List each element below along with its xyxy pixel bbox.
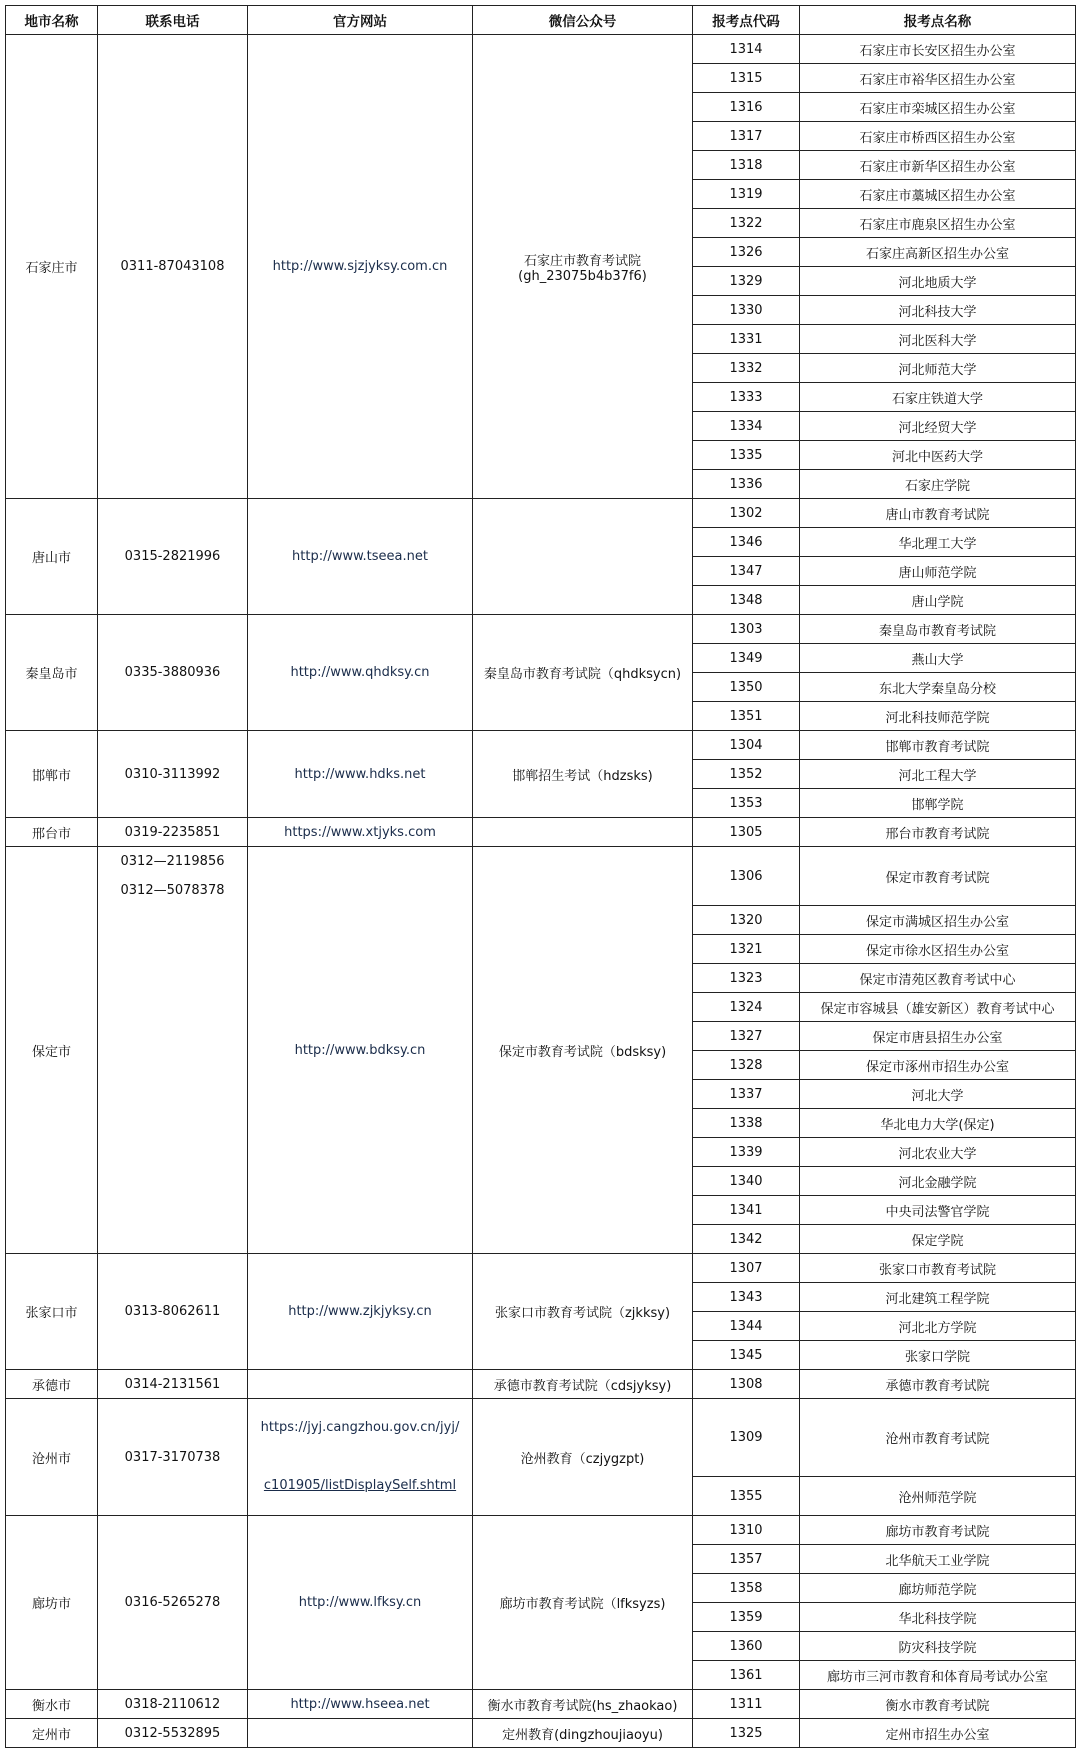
website-cell[interactable]: http://www.tseea.net <box>248 499 473 615</box>
site-code: 1316 <box>693 93 800 122</box>
site-name: 中央司法警官学院 <box>800 1196 1076 1225</box>
site-code: 1322 <box>693 209 800 238</box>
city-cell: 唐山市 <box>6 499 98 615</box>
header-city: 地市名称 <box>6 6 98 35</box>
site-code: 1345 <box>693 1341 800 1370</box>
wechat-cell: 邯郸招生考试（hdzsks) <box>473 731 693 818</box>
site-code: 1352 <box>693 760 800 789</box>
phone-cell: 0317-3170738 <box>98 1399 248 1516</box>
site-code: 1332 <box>693 354 800 383</box>
site-code: 1344 <box>693 1312 800 1341</box>
table-row <box>6 818 1076 847</box>
site-name: 廊坊师范学院 <box>800 1574 1076 1603</box>
site-code: 1342 <box>693 1225 800 1254</box>
site-code: 1306 <box>693 847 800 906</box>
site-code: 1327 <box>693 1022 800 1051</box>
table-row <box>6 615 1076 644</box>
site-code: 1330 <box>693 296 800 325</box>
site-name: 邯郸学院 <box>800 789 1076 818</box>
website-cell[interactable]: http://www.lfksy.cn <box>248 1516 473 1690</box>
wechat-cell <box>473 818 693 847</box>
site-name: 保定市唐县招生办公室 <box>800 1022 1076 1051</box>
site-code: 1328 <box>693 1051 800 1080</box>
wechat-cell: 秦皇岛市教育考试院（qhdksycn) <box>473 615 693 731</box>
site-name: 承德市教育考试院 <box>800 1370 1076 1399</box>
site-name: 燕山大学 <box>800 644 1076 673</box>
site-name: 河北科技大学 <box>800 296 1076 325</box>
site-code: 1321 <box>693 935 800 964</box>
phone-cell: 0319-2235851 <box>98 818 248 847</box>
table-row <box>6 1516 1076 1545</box>
site-code: 1353 <box>693 789 800 818</box>
city-cell: 沧州市 <box>6 1399 98 1516</box>
site-code: 1341 <box>693 1196 800 1225</box>
site-code: 1355 <box>693 1477 800 1516</box>
site-code: 1331 <box>693 325 800 354</box>
site-name: 廊坊市教育考试院 <box>800 1516 1076 1545</box>
city-cell: 廊坊市 <box>6 1516 98 1690</box>
table-row <box>6 1370 1076 1399</box>
site-name: 华北理工大学 <box>800 528 1076 557</box>
site-name: 保定市涿州市招生办公室 <box>800 1051 1076 1080</box>
site-code: 1360 <box>693 1632 800 1661</box>
phone-cell: 0315-2821996 <box>98 499 248 615</box>
site-name: 沧州市教育考试院 <box>800 1399 1076 1477</box>
site-name: 石家庄市栾城区招生办公室 <box>800 93 1076 122</box>
phone-cell: 0313-8062611 <box>98 1254 248 1370</box>
site-code: 1303 <box>693 615 800 644</box>
site-name: 石家庄市桥西区招生办公室 <box>800 122 1076 151</box>
site-name: 河北师范大学 <box>800 354 1076 383</box>
site-name: 保定市满城区招生办公室 <box>800 906 1076 935</box>
site-code: 1309 <box>693 1399 800 1477</box>
site-code: 1358 <box>693 1574 800 1603</box>
site-code: 1361 <box>693 1661 800 1690</box>
site-name: 唐山市教育考试院 <box>800 499 1076 528</box>
site-name: 张家口市教育考试院 <box>800 1254 1076 1283</box>
phone-cell: 0312-5532895 <box>98 1719 248 1748</box>
site-name: 沧州师范学院 <box>800 1477 1076 1516</box>
wechat-cell: 保定市教育考试院（bdsksy) <box>473 847 693 1254</box>
wechat-cell: 衡水市教育考试院(hs_zhaokao) <box>473 1690 693 1719</box>
site-code: 1336 <box>693 470 800 499</box>
site-name: 河北地质大学 <box>800 267 1076 296</box>
site-name: 保定学院 <box>800 1225 1076 1254</box>
wechat-cell: 承德市教育考试院（cdsjyksy) <box>473 1370 693 1399</box>
header-phone: 联系电话 <box>98 6 248 35</box>
site-name: 邢台市教育考试院 <box>800 818 1076 847</box>
site-name: 石家庄高新区招生办公室 <box>800 238 1076 267</box>
wechat-cell: 沧州教育（czjygzpt) <box>473 1399 693 1516</box>
header-row <box>6 6 1076 35</box>
site-code: 1318 <box>693 151 800 180</box>
site-name: 北华航天工业学院 <box>800 1545 1076 1574</box>
site-name: 华北科技学院 <box>800 1603 1076 1632</box>
wechat-cell <box>473 35 693 499</box>
site-name: 石家庄学院 <box>800 470 1076 499</box>
site-code: 1310 <box>693 1516 800 1545</box>
website-cell[interactable]: http://www.qhdksy.cn <box>248 615 473 731</box>
website-link-2[interactable]: c101905/listDisplaySelf.shtml <box>263 1478 457 1493</box>
site-name: 唐山师范学院 <box>800 557 1076 586</box>
site-code: 1319 <box>693 180 800 209</box>
site-name: 石家庄市藁城区招生办公室 <box>800 180 1076 209</box>
city-cell: 秦皇岛市 <box>6 615 98 731</box>
header-wechat: 微信公众号 <box>473 6 693 35</box>
site-name: 华北电力大学(保定) <box>800 1109 1076 1138</box>
site-code: 1317 <box>693 122 800 151</box>
phone-cell: 0318-2110612 <box>98 1690 248 1719</box>
site-code: 1339 <box>693 1138 800 1167</box>
table-row <box>6 1719 1076 1748</box>
website-cell[interactable]: http://www.hdks.net <box>248 731 473 818</box>
website-cell[interactable]: http://www.sjzjyksy.com.cn <box>248 35 473 499</box>
site-code: 1304 <box>693 731 800 760</box>
site-name: 保定市教育考试院 <box>800 847 1076 906</box>
site-code: 1315 <box>693 64 800 93</box>
site-name: 廊坊市三河市教育和体育局考试办公室 <box>800 1661 1076 1690</box>
wechat-cell <box>473 499 693 615</box>
site-code: 1343 <box>693 1283 800 1312</box>
wechat-cell: 廊坊市教育考试院（lfksyzs) <box>473 1516 693 1690</box>
city-cell: 承德市 <box>6 1370 98 1399</box>
website-cell <box>248 1719 473 1748</box>
city-cell: 张家口市 <box>6 1254 98 1370</box>
table-row <box>6 35 1076 64</box>
site-code: 1351 <box>693 702 800 731</box>
site-code: 1337 <box>693 1080 800 1109</box>
website-cell[interactable]: http://www.hseea.net <box>248 1690 473 1719</box>
table-body <box>6 35 1076 1748</box>
site-name: 张家口学院 <box>800 1341 1076 1370</box>
table-row <box>6 731 1076 760</box>
site-name: 河北经贸大学 <box>800 412 1076 441</box>
website-cell <box>248 1370 473 1399</box>
site-name: 保定市清苑区教育考试中心 <box>800 964 1076 993</box>
website-cell[interactable]: http://www.zjkjyksy.cn <box>248 1254 473 1370</box>
table-row <box>6 847 1076 906</box>
site-code: 1333 <box>693 383 800 412</box>
city-cell: 定州市 <box>6 1719 98 1748</box>
city-cell: 邯郸市 <box>6 731 98 818</box>
website-cell <box>248 1399 473 1516</box>
site-code: 1340 <box>693 1167 800 1196</box>
site-code: 1308 <box>693 1370 800 1399</box>
site-code: 1346 <box>693 528 800 557</box>
wechat-cell: 张家口市教育考试院（zjkksy) <box>473 1254 693 1370</box>
site-code: 1329 <box>693 267 800 296</box>
site-code: 1323 <box>693 964 800 993</box>
website-link[interactable]: https://jyj.cangzhou.gov.cn/jyj/ <box>260 1420 460 1435</box>
site-name: 河北建筑工程学院 <box>800 1283 1076 1312</box>
site-name: 河北农业大学 <box>800 1138 1076 1167</box>
header-site-code: 报考点代码 <box>693 6 800 35</box>
site-code: 1320 <box>693 906 800 935</box>
site-code: 1359 <box>693 1603 800 1632</box>
site-code: 1357 <box>693 1545 800 1574</box>
site-name: 河北北方学院 <box>800 1312 1076 1341</box>
phone-cell <box>98 847 248 1254</box>
site-name: 石家庄市长安区招生办公室 <box>800 35 1076 64</box>
site-code: 1348 <box>693 586 800 615</box>
site-name: 石家庄铁道大学 <box>800 383 1076 412</box>
site-code: 1335 <box>693 441 800 470</box>
site-name: 秦皇岛市教育考试院 <box>800 615 1076 644</box>
city-cell: 邢台市 <box>6 818 98 847</box>
phone-cell: 0335-3880936 <box>98 615 248 731</box>
site-name: 河北大学 <box>800 1080 1076 1109</box>
site-name: 唐山学院 <box>800 586 1076 615</box>
site-code: 1305 <box>693 818 800 847</box>
site-code: 1325 <box>693 1719 800 1748</box>
site-code: 1326 <box>693 238 800 267</box>
site-name: 防灾科技学院 <box>800 1632 1076 1661</box>
phone-cell: 0311-87043108 <box>98 35 248 499</box>
site-name: 河北中医药大学 <box>800 441 1076 470</box>
site-name: 河北科技师范学院 <box>800 702 1076 731</box>
site-code: 1347 <box>693 557 800 586</box>
site-name: 邯郸市教育考试院 <box>800 731 1076 760</box>
site-name: 河北医科大学 <box>800 325 1076 354</box>
site-name: 石家庄市新华区招生办公室 <box>800 151 1076 180</box>
city-cell: 保定市 <box>6 847 98 1254</box>
header-site-name: 报考点名称 <box>800 6 1076 35</box>
table-row <box>6 1399 1076 1477</box>
exam-sites-table <box>5 5 1076 1748</box>
site-name: 河北金融学院 <box>800 1167 1076 1196</box>
city-cell: 衡水市 <box>6 1690 98 1719</box>
website-cell[interactable]: https://www.xtjyks.com <box>248 818 473 847</box>
site-name: 衡水市教育考试院 <box>800 1690 1076 1719</box>
site-name: 定州市招生办公室 <box>800 1719 1076 1748</box>
phone-cell: 0316-5265278 <box>98 1516 248 1690</box>
site-code: 1311 <box>693 1690 800 1719</box>
site-name: 东北大学秦皇岛分校 <box>800 673 1076 702</box>
wechat-cell: 定州教育(dingzhoujiaoyu) <box>473 1719 693 1748</box>
table-row <box>6 499 1076 528</box>
phone-cell: 0314-2131561 <box>98 1370 248 1399</box>
table-row <box>6 1690 1076 1719</box>
site-name: 石家庄市鹿泉区招生办公室 <box>800 209 1076 238</box>
site-name: 石家庄市裕华区招生办公室 <box>800 64 1076 93</box>
wechat-name: 石家庄市教育考试院 <box>523 253 641 269</box>
site-code: 1334 <box>693 412 800 441</box>
site-name: 河北工程大学 <box>800 760 1076 789</box>
site-code: 1307 <box>693 1254 800 1283</box>
website-cell[interactable]: http://www.bdksy.cn <box>248 847 473 1254</box>
site-code: 1338 <box>693 1109 800 1138</box>
site-name: 保定市容城县（雄安新区）教育考试中心 <box>800 993 1076 1022</box>
site-code: 1324 <box>693 993 800 1022</box>
table-row <box>6 1254 1076 1283</box>
phone-cell: 0310-3113992 <box>98 731 248 818</box>
phone-number-2: 0312—5078378 <box>120 883 225 898</box>
header-website: 官方网站 <box>248 6 473 35</box>
site-code: 1302 <box>693 499 800 528</box>
city-cell: 石家庄市 <box>6 35 98 499</box>
site-name: 保定市徐水区招生办公室 <box>800 935 1076 964</box>
wechat-id: (gh_23075b4b37f6) <box>518 268 647 284</box>
site-code: 1349 <box>693 644 800 673</box>
site-code: 1350 <box>693 673 800 702</box>
phone-number: 0312—2119856 <box>120 854 225 869</box>
site-code: 1314 <box>693 35 800 64</box>
